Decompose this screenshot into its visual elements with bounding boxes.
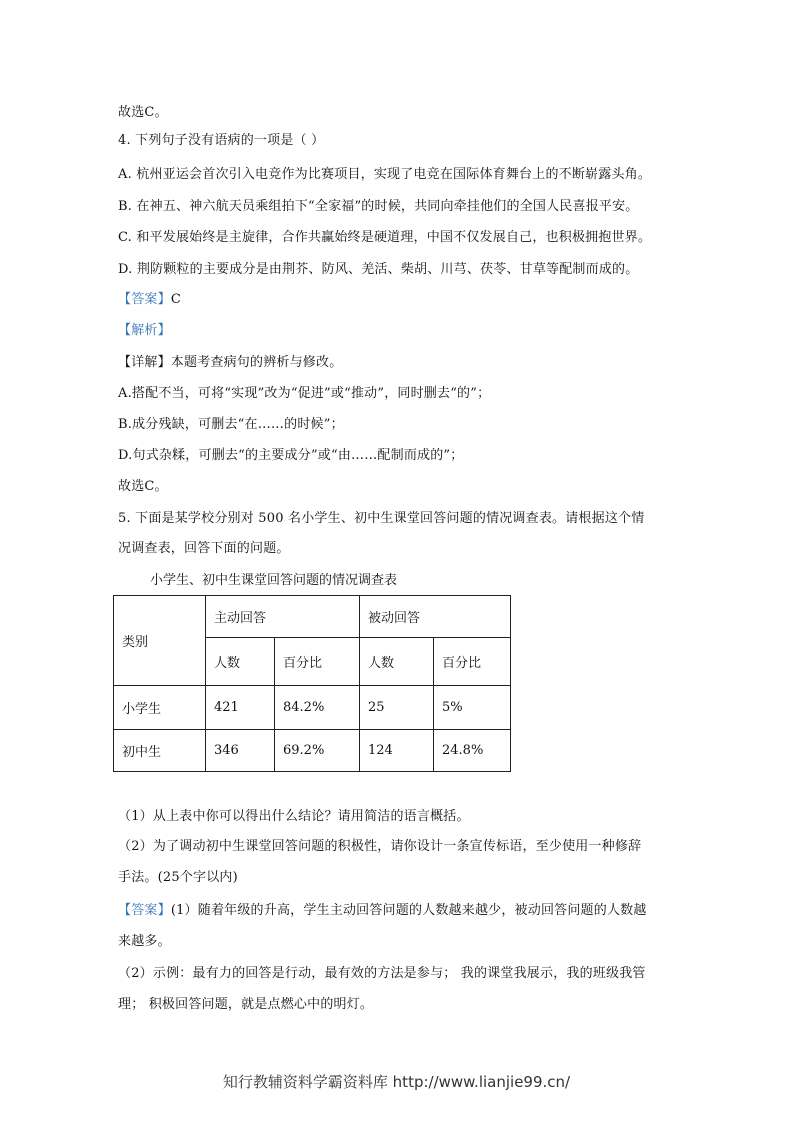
row-label: 初中生 bbox=[114, 730, 206, 772]
explanation-b: B.成分残缺，可删去“在……的时候”； bbox=[118, 417, 344, 432]
cell-passive-percent: 5% bbox=[434, 686, 511, 730]
cell-active-percent: 84.2% bbox=[275, 686, 360, 730]
subheader-count: 人数 bbox=[206, 638, 275, 686]
option-b: B. 在神五、神六航天员乘组拍下“全家福”的时候，共同向牵挂他们的全国人民喜报平安。 bbox=[118, 199, 639, 214]
explanation-d: D.句式杂糅，可删去“的主要成分”或“由……配制而成的”； bbox=[118, 448, 464, 463]
header-passive: 被动回答 bbox=[360, 596, 511, 638]
header-active: 主动回答 bbox=[206, 596, 360, 638]
sub-question-1: （1）从上表中你可以得出什么结论？请用简洁的语言概括。 bbox=[118, 809, 470, 824]
analysis-tag: 【解析】 bbox=[118, 323, 171, 338]
question-5-stem-cont: 况调查表，回答下面的问题。 bbox=[118, 541, 290, 556]
answer-example-cont: 理； 积极回答问题，就是点燃心中的明灯。 bbox=[118, 997, 374, 1012]
detail-line: 【详解】本题考查病句的辨析与修改。 bbox=[118, 355, 343, 370]
answer-line-2 bbox=[118, 902, 647, 920]
answer-tag: 【答案】 bbox=[118, 903, 171, 918]
cell-passive-count: 25 bbox=[360, 686, 434, 730]
sub-question-2: （2）为了调动初中生课堂回答问题的积极性，请你设计一条宣传标语，至少使用一种修辞 bbox=[118, 839, 642, 854]
subheader-percent: 百分比 bbox=[434, 638, 511, 686]
table-row bbox=[114, 730, 511, 772]
survey-table bbox=[113, 595, 511, 772]
explanation-a: A.搭配不当，可将“实现”改为“促进”或“推动”，同时删去“的”； bbox=[118, 386, 491, 401]
answer-text-cont: 来越多。 bbox=[118, 934, 171, 949]
footer-watermark: 知行教辅资料学霸资料库 http://www.lianjie99.cn/ bbox=[222, 1073, 571, 1091]
cell-active-percent: 69.2% bbox=[275, 730, 360, 772]
option-d: D. 荆防颗粒的主要成分是由荆芥、防风、羌活、柴胡、川芎、茯苓、甘草等配制而成的。 bbox=[118, 262, 639, 277]
answer-example: （2）示例：最有力的回答是行动，最有效的方法是参与； 我的课堂我展示，我的班级我管 bbox=[118, 966, 646, 981]
option-a: A. 杭州亚运会首次引入电竞作为比赛项目，实现了电竞在国际体育舞台上的不断崭露头角。 bbox=[118, 167, 652, 182]
text-line: 故选C。 bbox=[118, 105, 168, 120]
cell-active-count: 421 bbox=[206, 686, 275, 730]
answer-text: (1）随着年级的升高，学生主动回答问题的人数越来越少，被动回答问题的人数越 bbox=[170, 903, 647, 918]
cell-passive-count: 124 bbox=[360, 730, 434, 772]
table-caption: 小学生、初中生课堂回答问题的情况调查表 bbox=[150, 573, 398, 588]
header-category: 类别 bbox=[114, 596, 206, 686]
subheader-percent: 百分比 bbox=[275, 638, 360, 686]
row-label: 小学生 bbox=[114, 686, 206, 730]
question-5-stem: 5. 下面是某学校分别对 500 名小学生、初中生课堂回答问题的情况调查表。请根据这个情 bbox=[118, 511, 645, 526]
answer-line bbox=[118, 291, 181, 309]
table-row bbox=[114, 686, 511, 730]
option-c: C. 和平发展始终是主旋律，合作共赢始终是硬道理，中国不仅发展自己，也积极拥抱世界。 bbox=[118, 230, 652, 245]
question-4-stem: 4. 下列句子没有语病的一项是（ ） bbox=[118, 133, 325, 148]
answer-tag: 【答案】 bbox=[118, 292, 171, 307]
cell-passive-percent: 24.8% bbox=[434, 730, 511, 772]
answer-value: C bbox=[170, 292, 181, 307]
subheader-count: 人数 bbox=[360, 638, 434, 686]
text-line: 故选C。 bbox=[118, 479, 168, 494]
sub-question-2-cont: 手法。(25个字以内) bbox=[118, 870, 238, 885]
cell-active-count: 346 bbox=[206, 730, 275, 772]
